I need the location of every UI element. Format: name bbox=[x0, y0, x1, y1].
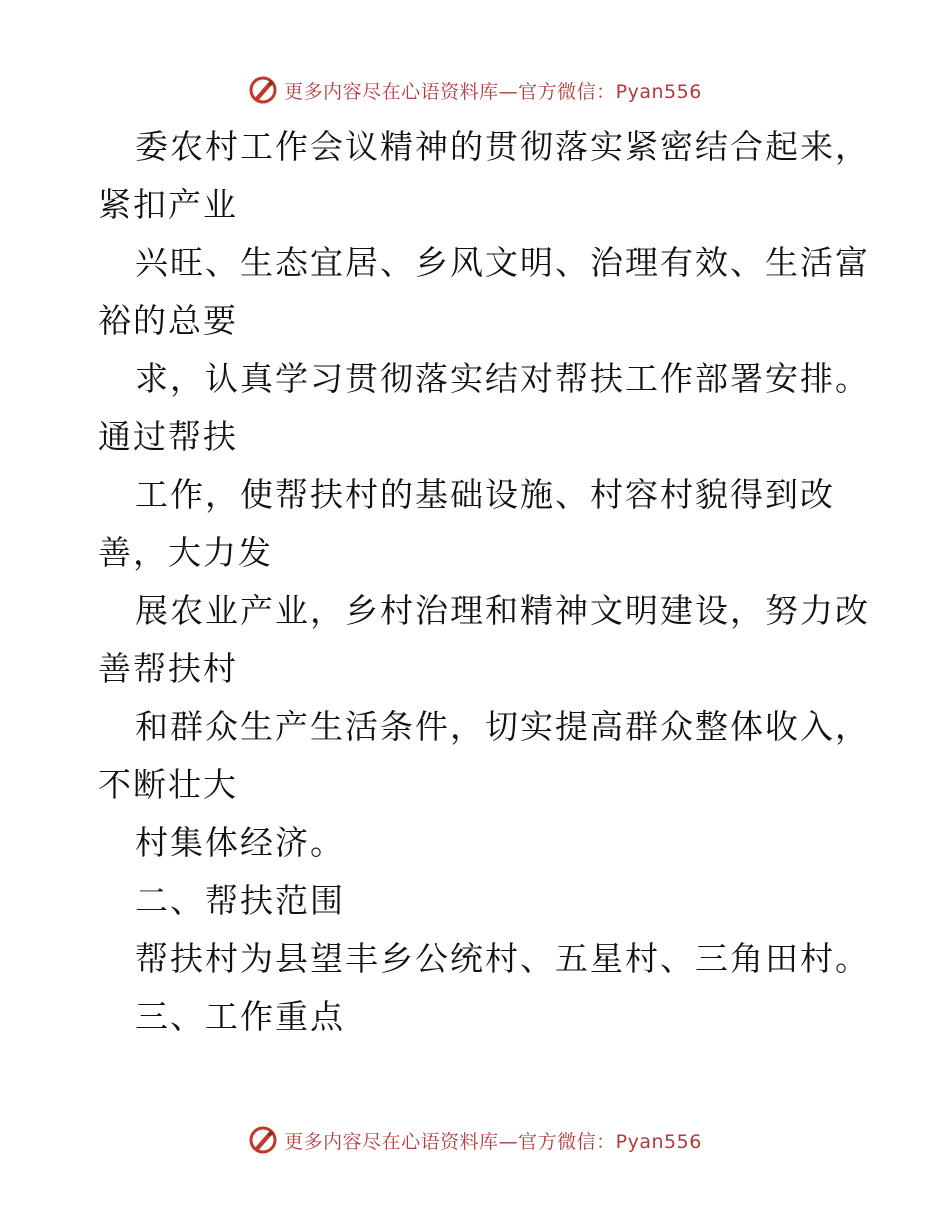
pen-circle-logo-icon bbox=[248, 1125, 278, 1155]
section-heading: 三、工作重点 bbox=[135, 997, 345, 1036]
header-banner bbox=[0, 70, 950, 110]
document-body bbox=[98, 118, 870, 1046]
header-banner-text: 更多内容尽在心语资料库—官方微信：Pyan556 bbox=[284, 80, 702, 103]
text-line: 村集体经济。 bbox=[135, 823, 345, 862]
text-line: 展农业产业，乡村治理和精神文明建设，努力改 bbox=[135, 591, 870, 630]
text-line: 善，大力发 bbox=[98, 533, 273, 572]
text-line: 工作，使帮扶村的基础设施、村容村貌得到改 bbox=[135, 475, 835, 514]
pen-circle-logo-icon bbox=[248, 75, 278, 105]
text-line: 不断壮大 bbox=[98, 765, 238, 804]
text-line: 通过帮扶 bbox=[98, 417, 238, 456]
text-line: 兴旺、生态宜居、乡风文明、治理有效、生活富 bbox=[135, 243, 870, 282]
text-line: 求，认真学习贯彻落实结对帮扶工作部署安排。 bbox=[135, 359, 870, 398]
footer-banner bbox=[0, 1120, 950, 1160]
text-line: 紧扣产业 bbox=[98, 185, 238, 224]
section-heading: 二、帮扶范围 bbox=[135, 881, 345, 920]
text-line: 帮扶村为县望丰乡公统村、五星村、三角田村。 bbox=[135, 939, 870, 978]
footer-banner-text: 更多内容尽在心语资料库—官方微信：Pyan556 bbox=[284, 1130, 702, 1153]
text-line: 善帮扶村 bbox=[98, 649, 238, 688]
text-line: 和群众生产生活条件，切实提高群众整体收入， bbox=[135, 707, 870, 746]
text-line: 委农村工作会议精神的贯彻落实紧密结合起来， bbox=[135, 127, 870, 166]
text-line: 裕的总要 bbox=[98, 301, 238, 340]
